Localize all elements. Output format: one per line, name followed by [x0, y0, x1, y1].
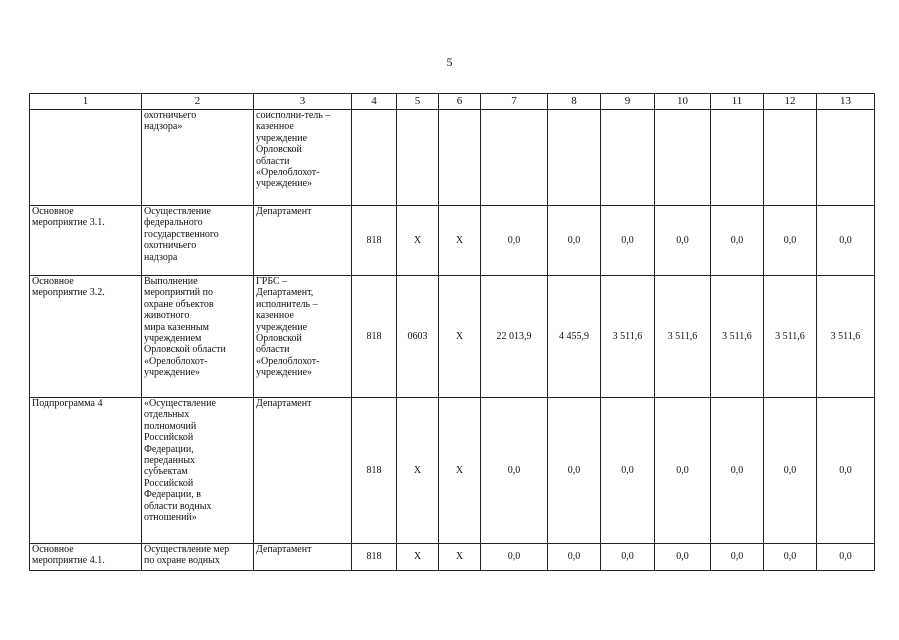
table-cell: 22 013,9 — [481, 276, 548, 398]
table-cell: 0,0 — [481, 206, 548, 276]
column-header: 10 — [655, 94, 711, 110]
table-cell — [30, 110, 142, 206]
table-cell — [548, 110, 601, 206]
page-number: 5 — [446, 55, 453, 69]
table-cell: 3 511,6 — [764, 276, 817, 398]
table-cell: 0,0 — [548, 398, 601, 544]
table-cell: Департамент — [254, 206, 352, 276]
table-cell: 0,0 — [711, 544, 764, 571]
table-cell: 0,0 — [548, 206, 601, 276]
column-header: 6 — [439, 94, 481, 110]
table-cell: Подпрограмма 4 — [30, 398, 142, 544]
table-cell: 0,0 — [601, 206, 655, 276]
table-header-row — [30, 94, 875, 110]
table-cell: 3 511,6 — [655, 276, 711, 398]
table-cell: ГРБС – Департамент, исполнитель – казенное учреждение Орловской области «Орелоблохот- учреждение» — [254, 276, 352, 398]
table-cell: охотничьего надзора» — [142, 110, 254, 206]
table-cell: Основное мероприятие 3.1. — [30, 206, 142, 276]
table-cell: 4 455,9 — [548, 276, 601, 398]
table-cell: Выполнение мероприятий по охране объектов животного мира казенным учреждением Орловской области «Орелоблохот- учреждение» — [142, 276, 254, 398]
table-cell: 0,0 — [817, 544, 875, 571]
table-cell — [397, 110, 439, 206]
table-cell: 0,0 — [601, 398, 655, 544]
column-header: 5 — [397, 94, 439, 110]
table-row — [30, 398, 875, 544]
table-cell: Х — [397, 398, 439, 544]
table-cell: соисполни-тель – казенное учреждение Орловской области «Орелоблохот- учреждение» — [254, 110, 352, 206]
table-row — [30, 206, 875, 276]
table-cell: «Осуществление отдельных полномочий Российской Федерации, переданных субъектам Российской Федерации, в области водных отношений» — [142, 398, 254, 544]
budget-table — [29, 93, 875, 571]
table-cell: 818 — [352, 276, 397, 398]
table-cell — [352, 110, 397, 206]
table-cell: 3 511,6 — [711, 276, 764, 398]
table-cell: 0,0 — [817, 206, 875, 276]
table-cell: 0,0 — [655, 206, 711, 276]
table-cell: Осуществление мер по охране водных — [142, 544, 254, 571]
table-cell — [439, 110, 481, 206]
table-cell: 3 511,6 — [601, 276, 655, 398]
table-cell: Основное мероприятие 3.2. — [30, 276, 142, 398]
table-cell — [817, 110, 875, 206]
table-cell: 3 511,6 — [817, 276, 875, 398]
column-header: 4 — [352, 94, 397, 110]
column-header: 2 — [142, 94, 254, 110]
table-cell — [655, 110, 711, 206]
table-cell — [711, 110, 764, 206]
column-header: 7 — [481, 94, 548, 110]
column-header: 13 — [817, 94, 875, 110]
table-cell: 0603 — [397, 276, 439, 398]
table-cell: 0,0 — [655, 544, 711, 571]
table-cell: 0,0 — [548, 544, 601, 571]
table-cell: Х — [397, 544, 439, 571]
column-header: 3 — [254, 94, 352, 110]
table-row — [30, 110, 875, 206]
table-cell: 0,0 — [481, 544, 548, 571]
table-cell: 0,0 — [481, 398, 548, 544]
table-cell: 0,0 — [817, 398, 875, 544]
table-cell — [481, 110, 548, 206]
table-cell — [601, 110, 655, 206]
table-cell: Департамент — [254, 398, 352, 544]
table-cell: 0,0 — [711, 398, 764, 544]
table-cell: Основное мероприятие 4.1. — [30, 544, 142, 571]
column-header: 9 — [601, 94, 655, 110]
table-row — [30, 544, 875, 571]
table-cell: Осуществление федерального государственного охотничьего надзора — [142, 206, 254, 276]
table-cell: Х — [439, 544, 481, 571]
column-header: 11 — [711, 94, 764, 110]
table-cell: 0,0 — [601, 544, 655, 571]
table-cell — [764, 110, 817, 206]
table-cell: 0,0 — [764, 398, 817, 544]
table-cell: Департамент — [254, 544, 352, 571]
column-header: 12 — [764, 94, 817, 110]
table-cell: 818 — [352, 206, 397, 276]
table-cell: 0,0 — [764, 544, 817, 571]
table-cell: 0,0 — [764, 206, 817, 276]
table-cell: 818 — [352, 544, 397, 571]
table-cell: 0,0 — [655, 398, 711, 544]
table-cell: 0,0 — [711, 206, 764, 276]
table-cell: 818 — [352, 398, 397, 544]
table-cell: Х — [439, 206, 481, 276]
column-header: 1 — [30, 94, 142, 110]
column-header: 8 — [548, 94, 601, 110]
table-cell: Х — [439, 398, 481, 544]
table-cell: Х — [397, 206, 439, 276]
table-cell: Х — [439, 276, 481, 398]
table-row — [30, 276, 875, 398]
